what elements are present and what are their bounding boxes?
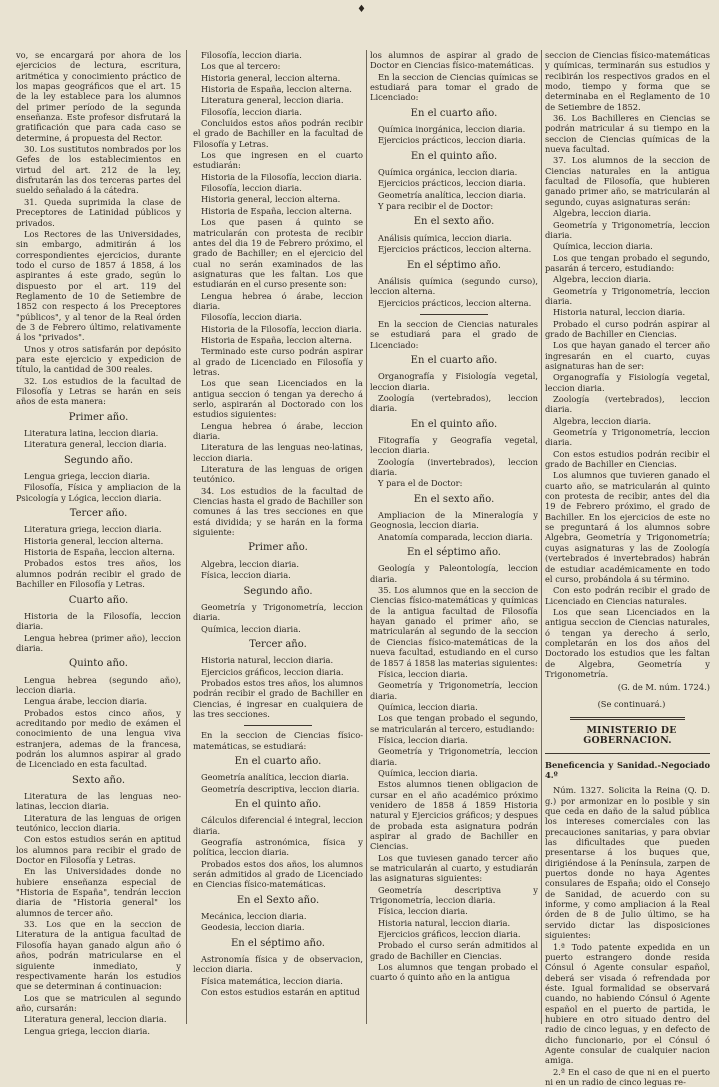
year-heading: En el cuarto año. [234, 755, 322, 767]
subject-line: Geometría descriptiva, leccion diaria. [201, 783, 360, 794]
paragraph: Los que tengan probado el segundo, se matricularán al tercero, estudiando: [370, 713, 538, 734]
subject-line: Astronomía física y de observacion, leccion diaria. [193, 954, 363, 975]
paragraph: Los que pasen á quinto se matricularán con protesta de recibir antes del dia 19 de Febrero próximo, el grado de Bachiller; en el ejercicio del cual no serán examinados de las asignaturas que les faltan. Los que estudiarán en el curso presente son: [193, 217, 363, 290]
paragraph: Los que ingresen en el cuarto estudiarán: [193, 150, 363, 171]
source-citation: (G. de M. núm. 1724.) [617, 682, 710, 693]
subject-line: Literatura de las lenguas de origen teutónico, leccion diaria. [16, 812, 181, 834]
subject-line: Geometría analítica, leccion diaria. [201, 772, 349, 783]
subject-line: Historia de España, leccion alterna. [201, 205, 352, 216]
column-rule-3 [541, 50, 542, 1024]
paragraph: En la seccion de Ciencias físico-matemáticas, se estudiará: [193, 730, 363, 751]
paragraph: 33. Los que en la seccion de Literatura de la antigua facultad de Filosofía hayan ganado algun año ó años, podrán matricularse en el siguiente inmediato, y respectivamente harán los estudios que se determinan á continuacion: [16, 919, 181, 992]
paragraph: Los que hayan ganado el tercer año ingresarán en el cuarto, cuyas asignaturas han de ser: [545, 340, 710, 371]
subject-line: Geometría y Trigonometría, leccion diaria. [545, 427, 710, 448]
year-heading: Sexto año. [71, 774, 126, 786]
subject-line: Física, leccion diaria. [378, 734, 468, 745]
year-heading: En el sexto año. [413, 216, 495, 228]
section-divider [244, 725, 312, 726]
continuation-note: (Se continuará.) [597, 698, 666, 709]
year-heading: Primer año. [68, 411, 129, 423]
year-heading: En el séptimo año. [407, 259, 501, 271]
subject-line: Filosofía, leccion diaria. [201, 183, 302, 194]
subject-line: Historia general, leccion alterna. [24, 535, 164, 546]
year-heading: En el sexto año. [413, 493, 495, 505]
year-heading: En el quinto año. [410, 150, 498, 162]
year-heading: En el Sexto año. [236, 894, 320, 906]
department-subheading: Beneficencia y Sanidad.-Negociado 4.º [545, 759, 710, 780]
subject-line: Geografía astronómica, física y política, leccion diaria. [193, 837, 363, 858]
subject-line: Organografía y Fisiología vegetal, leccion diaria. [545, 372, 710, 393]
column-1 [16, 50, 181, 1036]
subject-line: Zoología (vertebrados), leccion diaria. [370, 392, 538, 414]
section-divider [420, 314, 487, 315]
subject-line: Lengua griega, leccion diaria. [24, 1025, 150, 1036]
subject-line: Física, leccion diaria. [378, 906, 468, 917]
subject-line: Ampliacion de la Mineralogía y Geognosia, leccion diaria. [370, 510, 538, 531]
subject-line: Física, leccion diaria. [378, 668, 468, 679]
year-heading: Tercer año. [69, 508, 128, 520]
paragraph: Los que se matriculen al segundo año, cursarán: [16, 992, 181, 1013]
paragraph: Concluidos estos años podrán recibir el grado de Bachiller en la facultad de Filosofía y Letras. [193, 118, 363, 149]
subject-line: Literatura general, leccion diaria. [24, 439, 167, 450]
subject-line: Lengua árabe, leccion diaria. [24, 696, 147, 707]
paragraph: los alumnos de aspirar al grado de Doctor en Ciencias físico-matemáticas. [370, 50, 538, 71]
subject-line: Literatura de las lenguas de origen teutónico. [193, 464, 363, 485]
subject-line: Historia de la Filosofía, leccion diaria. [201, 323, 362, 334]
subject-line: Geodesia, leccion diaria. [201, 922, 305, 933]
paragraph: Núm. 1327. Solicita la Reina (Q. D. g.) por armonizar en lo posible y sin que ceda en daño de la salud pública los intereses comerciales con las precauciones sanitarias, y para obviar las dificultades que pueden presentarse á los buques que, dirigiéndose á la Península, zarpen de puertos donde no haya Agentes consulares de España; oido el Consejo de Sanidad, de acuerdo con su informe, y como ampliacion á la Real órden de 8 de Julio último, se ha servido dictar las disposiciones siguientes: [545, 785, 710, 941]
subject-line: Algebra, leccion diaria. [201, 558, 299, 569]
paragraph: 37. Los alumnos de la seccion de Ciencias naturales en la antigua facultad de Filosofía, que hubieren ganado primer año, se matricularán al segundo, cuyas asignaturas serán: [545, 155, 710, 207]
subject-line: Análisis química, leccion diaria. [378, 232, 512, 243]
section-divider [570, 717, 686, 720]
subject-line: Química, leccion diaria. [201, 623, 301, 634]
subject-line: Literatura general, leccion diaria. [201, 95, 344, 106]
year-heading: Tercer año. [249, 638, 307, 650]
subject-line: Ejercicios gráficos, leccion diaria. [201, 666, 344, 677]
subject-line: Ejercicios prácticos, leccion diaria. [378, 135, 526, 146]
subject-line: Historia natural, leccion diaria. [201, 655, 334, 666]
heading-rule [545, 753, 710, 754]
subject-line: Análisis química (segundo curso), leccion alterna. [370, 275, 538, 297]
subject-line: Historia de España, leccion alterna. [24, 547, 175, 558]
subject-line: Historia de España, leccion alterna. [201, 334, 352, 345]
year-heading: En el séptimo año. [231, 937, 325, 949]
paragraph: Unos y otros satisfarán por depósito para este ejercicio y expedicion de título, la cantidad de 300 reales. [16, 343, 181, 375]
subject-line: Geometría y Trigonometría, leccion diaria. [370, 746, 538, 767]
year-heading: Quinto año. [69, 658, 128, 670]
paragraph: Los alumnos que tengan probado el cuarto ó quinto año en la antigua [370, 962, 538, 983]
paragraph: 30. Los sustitutos nombrados por los Gefes de los establecimientos en virtud del art. 212 de la ley, disfrutarán las dos terceras partes del sueldo señalado á la cátedra. [16, 144, 181, 196]
paragraph: Los que sean Licenciados en la antigua seccion de Ciencias naturales, ó tengan ya derecho á serlo, completarán en los dos años del Doctorado los estudios que les faltan de Algebra, Geometría y Trigonometría. [545, 606, 710, 679]
subject-line: Historia natural, leccion diaria. [553, 307, 686, 318]
year-heading: Primer año. [248, 542, 308, 554]
subject-line: Algebra, leccion diaria. [553, 208, 651, 219]
paragraph: 31. Queda suprimida la clase de Preceptores de Latinidad públicos y privados. [16, 196, 181, 228]
paragraph: En la seccion de Ciencias químicas se estudiará para tomar el grado de Licenciado: [370, 71, 538, 103]
paragraph: Con estos estudios podrán recibir el grado de Bachiller en Ciencias. [545, 448, 710, 470]
paragraph: Los que tuviesen ganado tercer año se matricularán al cuarto, y estudiarán las asignaturas siguientes: [370, 852, 538, 884]
paragraph: Terminado este curso podrán aspirar al grado de Licenciado en Filosofía y letras. [193, 346, 363, 377]
subject-line: Mecánica, leccion diaria. [201, 911, 307, 922]
subject-line: Historia natural, leccion diaria. [378, 917, 511, 928]
subject-line: Lengua hebrea ó árabe, leccion diaria. [193, 420, 363, 442]
subject-line: Cálculos diferencial é integral, leccion diaria. [193, 815, 363, 836]
subject-line: Química, leccion diaria. [378, 701, 478, 712]
ministry-heading: MINISTERIO DE GOBERNACION. [583, 724, 677, 747]
subject-line: Historia general, leccion alterna. [201, 194, 341, 205]
paragraph: Con esto podrán recibir el grado de Licenciado en Ciencias naturales. [545, 585, 710, 606]
subject-line: Literatura general, leccion diaria. [24, 1014, 167, 1025]
paragraph: Los que al tercero: [201, 61, 281, 72]
subject-line: Filosofía, leccion diaria. [201, 50, 302, 60]
paragraph: En las Universidades donde no hubiere enseñanza especial de "Historia de España", tendrán leccion diaria de "Historia general" los alumnos de tercer año. [16, 866, 181, 918]
subject-line: Química orgánica, leccion diaria. [378, 167, 518, 178]
subject-line: Geometría y Trigonometría, leccion diaria. [370, 680, 538, 701]
subject-line: Física, leccion diaria. [201, 570, 291, 581]
subject-line: Química, leccion diaria. [553, 241, 653, 252]
year-heading: En el séptimo año. [407, 547, 501, 559]
subject-line: Historia general, leccion alterna. [201, 72, 341, 83]
column-rule-1 [186, 50, 187, 1024]
subject-line: Algebra, leccion diaria. [553, 274, 651, 285]
paragraph: 34. Los estudios de la facultad de Ciencias hasta el grado de Bachiller son comunes á las tres secciones en que está dividida; y se harán en la forma siguiente: [193, 485, 363, 538]
subject-line: Filosofía, leccion diaria. [201, 312, 302, 323]
year-heading: Segundo año. [243, 585, 313, 597]
subject-line: Y para el de Doctor: [378, 478, 463, 489]
subject-line: Ejercicios gráficos, leccion diaria. [378, 929, 521, 940]
subject-line: Organografía y Fisiología vegetal, leccion diaria. [370, 371, 538, 392]
subject-line: Algebra, leccion diaria. [553, 415, 651, 426]
paragraph: En la seccion de Ciencias naturales se estudiará para el grado de Licenciado: [370, 318, 538, 350]
paragraph: Probados estos tres años, los alumnos podrán recibir el grado de Bachiller en Ciencias, é ingresar en cualquiera de las tres secciones. [193, 677, 363, 719]
paragraph: Los que tengan probado el segundo, pasarán á tercero, estudiando: [545, 252, 710, 273]
paragraph: 35. Los alumnos que en la seccion de Ciencias físico-matemáticas y químicas de la antigua facultad de Filosofía hayan ganado el primer año, se matricularán al segundo de la seccion de Ciencias físico-matemáticas de la nueva facultad, estudiando en el curso de 1857 á 1858 las materias siguientes: [370, 585, 538, 668]
subject-line: Lengua hebrea (segundo año), leccion diaria. [16, 674, 181, 695]
subject-line: Ejercicios prácticos, leccion alterna. [378, 297, 532, 308]
year-heading: Segundo año. [63, 454, 134, 466]
subject-line: Química inorgánica, leccion diaria. [378, 124, 526, 135]
subject-line: Geometría y Trigonometría, leccion diaria. [545, 285, 710, 306]
subject-line: Historia de España, leccion alterna. [201, 84, 352, 95]
subject-line: Geometría y Trigonometría, leccion diaria. [193, 601, 363, 623]
subject-line: Física matemática, leccion diaria. [201, 975, 343, 986]
paragraph: Probado el curso podrán aspirar al grado de Bachiller en Ciencias. [545, 318, 710, 339]
paragraph: Probados estos cinco años, y acreditando por medio de exámen el conocimiento de una lengua viva estranjera, ademas de la francesa, podrán los alumnos aspirar al grado de Licenciado en esta facultad. [16, 707, 181, 770]
subject-line: Ejercicios prácticos, leccion diaria. [378, 178, 526, 189]
subject-line: Filosofía, leccion diaria. [201, 106, 302, 117]
subject-line: Literatura de las lenguas neo-latinas, leccion diaria. [16, 791, 181, 812]
paragraph: Probado el curso serán admitidos al grado de Bachiller en Ciencias. [370, 940, 538, 961]
subject-line: Literatura latina, leccion diaria. [24, 428, 159, 439]
subject-line: Ejercicios prácticos, leccion alterna. [378, 244, 532, 255]
paragraph: 32. Los estudios de la facultad de Filosofía y Letras se harán en seis años de esta manera: [16, 375, 181, 407]
paragraph: vo, se encargará por ahora de los ejercicios de lectura, escritura, aritmética y conocimiento práctico de los mapas geográficos que el art. 15 de la ley establece para los alumnos del primer período de la segunda enseñanza. Este profesor disfrutará la gratificación que para cada caso se determine, á propuesta del Rector. [16, 50, 181, 143]
year-heading: En el quinto año. [234, 799, 322, 810]
paragraph: Los alumnos que tuvieren ganado el cuarto año, se matricularán al quinto con protesta de recibir, antes del dia 19 de Febrero próximo, el grado de Bachiller. En los ejercicios de este no se preguntará á los alumnos sobre Algebra, Geometría y Trigonometría; cuyas asignaturas y las de Zoología (vertebrados é invertebrados) habrán de estudiar académicamente en todo el curso, probándola á su término. [545, 470, 710, 584]
subject-line: Historia de la Filosofía, leccion diaria. [201, 171, 362, 182]
year-heading: En el cuarto año. [410, 107, 498, 119]
column-4 [545, 50, 710, 1087]
subject-line: Literatura griega, leccion diaria. [24, 524, 162, 535]
subject-line: Fitografía y Geografía vegetal, leccion diaria. [370, 434, 538, 456]
ornament-mark: ♦ [357, 4, 366, 15]
paragraph: Los que sean Licenciados en la antigua seccion ó tengan ya derecho á serlo, aspirarán al Doctorado con los estudios siguientes: [193, 378, 363, 420]
paragraph: 1.ª Todo patente expedida en un puerto estrangero donde resida Cónsul ó Agente consular español, deberá ser visada ó refrendada por éste. Igual formalidad se observará cuando, no habiendo Cónsul ó Agente español en el puerto de partida, le hubiere en otro situado dentro del radio de cinco leguas, y en defecto de dicho funcionario, por el Cónsul ó Agente consular de cualquier nacion amiga. [545, 941, 710, 1066]
paragraph: Con estos estudios serán en aptitud los alumnos para recibir el grado de Doctor en Filosofía y Letras. [16, 834, 181, 866]
subject-line: Y para recibir el de Doctor: [378, 201, 494, 212]
paragraph: Estos alumnos tienen obligacion de cursar en el año académico próximo venidero de 1858 á 1859 Historia natural y Ejercicios gráficos; y despues de probada esta asignatura podrán aspirar al grado de Bachiller en Ciencias. [370, 779, 538, 852]
subject-line: Historia de la Filosofía, leccion diaria. [16, 610, 181, 632]
subject-line: Zoología (invertebrados), leccion diaria. [370, 456, 538, 477]
paragraph: Probados estos tres años, los alumnos podrán recibir el grado de Bachiller en Filosofía y Letras. [16, 558, 181, 590]
subject-line: Lengua hebrea (primer año), leccion diaria. [16, 632, 181, 653]
paragraph: Los Rectores de las Universidades, sin embargo, admitirán á los correspondientes ejercicios, durante todo el curso de 1857 á 1858, á los aspirantes á este grado, según lo dispuesto por el art. 119 del Reglamento de 10 de Setiembre de 1852 con respecto á los Preceptores "públicos", y al tenor de la Real órden de 3 de Febrero último, relativamente á los "privados". [16, 228, 181, 343]
subject-line: Geometría y Trigonometría, leccion diaria. [545, 219, 710, 240]
paragraph: 36. Los Bachilleres en Ciencias se podrán matricular á su tiempo en la seccion de Ciencias químicas de la nueva facultad. [545, 113, 710, 155]
subject-line: Geometría analítica, leccion diaria. [378, 189, 526, 200]
column-3 [370, 50, 538, 1022]
paragraph: seccion de Ciencias físico-matemáticas y químicas, terminarán sus estudios y recibirán los respectivos grados en el modo, tiempo y forma que se determinaba en el Reglamento de 10 de Setiembre de 1852. [545, 50, 710, 112]
subject-line: Anatomía comparada, leccion diaria. [378, 531, 533, 542]
subject-line: Filosofía, Física y ampliacion de la Psicología y Lógica, leccion diaria. [16, 482, 181, 503]
year-heading: En el cuarto año. [410, 354, 498, 366]
column-2 [193, 50, 363, 1022]
subject-line: Lengua griega, leccion diaria. [24, 471, 150, 482]
subject-line: Lengua hebrea ó árabe, leccion diaria. [193, 290, 363, 311]
subject-line: Geometría descriptiva y Trigonometría, leccion diaria. [370, 884, 538, 906]
subject-line: Literatura de las lenguas neo-latinas, leccion diaria. [193, 442, 363, 463]
year-heading: En el quinto año. [410, 418, 498, 430]
column-rule-2 [366, 50, 367, 1024]
paragraph: Probados estos dos años, los alumnos serán admitidos al grado de Licenciado en Ciencias físico-matemáticas. [193, 858, 363, 890]
subject-line: Química, leccion diaria. [378, 767, 478, 778]
paragraph: 2.ª En el caso de que ni en el puerto ni en un radio de cinco leguas re- [545, 1066, 710, 1087]
year-heading: Cuarto año. [68, 594, 129, 606]
subject-line: Zoología (vertebrados), leccion diaria. [545, 394, 710, 415]
subject-line: Geología y Paleontología, leccion diaria. [370, 563, 538, 584]
paragraph: Con estos estudios estarán en aptitud [201, 987, 360, 998]
